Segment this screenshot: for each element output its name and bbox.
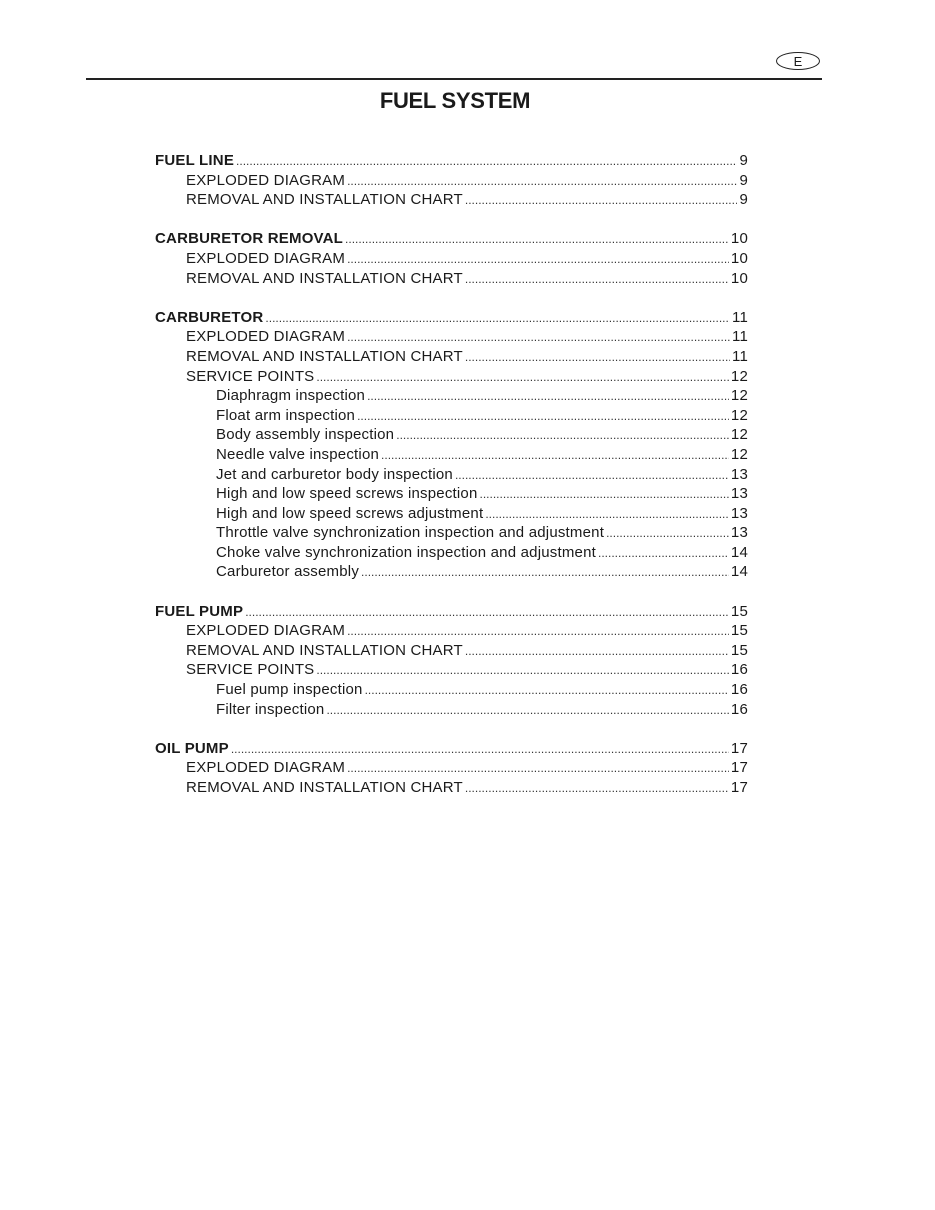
toc-topic[interactable] [155,446,748,466]
dot-leader [265,309,730,326]
toc-entry-label: CARBURETOR REMOVAL [155,230,344,248]
dot-leader [480,485,729,502]
toc-page-number: 15 [730,622,748,640]
toc-page-number: 17 [730,739,748,757]
toc-entry-label: EXPLODED DIAGRAM [186,171,346,189]
toc-page-number: 12 [730,367,748,385]
toc-topic[interactable] [155,701,748,721]
toc-entry-label: EXPLODED DIAGRAM [186,622,346,640]
toc-page-number: 13 [730,485,748,503]
toc-topic[interactable] [155,524,748,544]
toc-section [155,603,748,721]
dot-leader [347,759,729,776]
dot-leader [465,779,729,796]
toc-page-number: 12 [730,426,748,444]
toc-entry-label: EXPLODED DIAGRAM [186,759,346,777]
toc-section [155,309,748,583]
toc-page-number: 10 [730,249,748,267]
toc-entry-label: Filter inspection [216,700,325,718]
toc-subsection[interactable] [155,779,748,799]
toc-page-number: 12 [730,406,748,424]
toc-entry-label: FUEL LINE [155,152,235,169]
toc-topic[interactable] [155,426,748,446]
toc-entry-label: REMOVAL AND INSTALLATION CHART [186,641,463,659]
page-title: FUEL SYSTEM [379,88,531,113]
dot-leader [326,701,728,718]
toc-topic[interactable] [155,466,748,486]
dot-leader [598,544,729,561]
dot-leader [347,250,729,267]
toc-section-heading[interactable] [155,152,748,172]
toc-page-number: 11 [732,347,748,365]
dot-leader [357,407,729,424]
toc-entry-label: Diaphragm inspection [216,387,366,405]
dot-leader [465,191,738,208]
toc-subsection[interactable] [155,250,748,270]
toc-page-number: 13 [730,504,748,522]
dot-leader [365,681,729,698]
toc-page-number: 13 [730,465,748,483]
toc-topic[interactable] [155,681,748,701]
toc-page-number: 9 [739,152,748,169]
dot-leader [465,270,729,287]
toc-page-number: 11 [732,328,748,346]
toc-section [155,740,748,799]
toc-page-number: 14 [730,543,748,561]
toc-subsection[interactable] [155,622,748,642]
dot-leader [347,328,730,345]
toc-entry-label: Throttle valve synchronization inspection and adjustment [216,524,605,542]
toc-page-number: 16 [730,661,748,679]
toc-page-number: 10 [730,269,748,287]
toc-entry-label: SERVICE POINTS [186,367,315,385]
toc-entry-label: Float arm inspection [216,406,356,424]
toc-page-number: 15 [730,641,748,659]
toc-entry-label: Jet and carburetor body inspection [216,465,453,483]
dot-leader [381,446,729,463]
toc-entry-label: OIL PUMP [155,739,229,757]
toc-entry-label: High and low speed screws inspection [216,485,478,503]
toc-subsection[interactable] [155,172,748,192]
toc-topic[interactable] [155,485,748,505]
toc-page-number: 10 [730,230,748,248]
toc-subsection[interactable] [155,368,748,388]
language-badge [776,52,820,70]
toc-entry-label: High and low speed screws adjustment [216,504,484,522]
toc-topic[interactable] [155,387,748,407]
toc-entry-label: Body assembly inspection [216,426,395,444]
dot-leader [396,426,729,443]
dot-leader [465,348,730,365]
toc-entry-label: Fuel pump inspection [216,681,363,699]
dot-leader [347,622,729,639]
toc-page-number: 12 [730,387,748,405]
toc-entry-label: REMOVAL AND INSTALLATION CHART [186,347,463,365]
language-badge-label: E [793,53,803,69]
toc-page-number: 14 [730,563,748,581]
table-of-contents [155,152,748,818]
toc-subsection[interactable] [155,661,748,681]
toc-page-number: 9 [739,191,748,209]
toc-subsection[interactable] [155,328,748,348]
toc-entry-label: EXPLODED DIAGRAM [186,249,346,267]
toc-page-number: 16 [730,700,748,718]
toc-section-heading[interactable] [155,603,748,623]
toc-entry-label: REMOVAL AND INSTALLATION CHART [186,191,463,209]
dot-leader [231,740,729,757]
toc-topic[interactable] [155,544,748,564]
dot-leader [316,368,729,385]
toc-entry-label: SERVICE POINTS [186,661,315,679]
toc-topic[interactable] [155,505,748,525]
toc-page-number: 17 [730,759,748,777]
dot-leader [236,152,737,169]
toc-page-number: 15 [730,602,748,620]
dot-leader [455,466,729,483]
toc-subsection[interactable] [155,759,748,779]
toc-entry-label: REMOVAL AND INSTALLATION CHART [186,779,463,796]
toc-section [155,230,748,289]
dot-leader [347,172,737,189]
toc-section-heading[interactable] [155,309,748,329]
dot-leader [245,603,729,620]
toc-subsection[interactable] [155,191,748,211]
toc-topic[interactable] [155,407,748,427]
toc-entry-label: CARBURETOR [155,308,264,326]
toc-subsection[interactable] [155,270,748,290]
toc-page-number: 16 [730,681,748,699]
toc-entry-label: Choke valve synchronization inspection and adjustment [216,543,596,561]
toc-entry-label: REMOVAL AND INSTALLATION CHART [186,269,463,287]
toc-page-number: 17 [730,779,748,796]
dot-leader [361,563,729,580]
toc-section-heading[interactable] [155,230,748,250]
toc-entry-label: EXPLODED DIAGRAM [186,328,346,346]
dot-leader [345,230,729,247]
toc-page-number: 13 [730,524,748,542]
dot-leader [316,661,729,678]
dot-leader [485,505,729,522]
toc-page-number: 12 [730,445,748,463]
dot-leader [465,642,729,659]
toc-section [155,152,748,211]
toc-entry-label: Carburetor assembly [216,563,360,581]
toc-page-number: 11 [732,308,748,326]
toc-subsection[interactable] [155,642,748,662]
toc-topic[interactable] [155,563,748,583]
toc-section-heading[interactable] [155,740,748,760]
dot-leader [367,387,729,404]
header-rule [86,78,822,80]
toc-entry-label: FUEL PUMP [155,602,244,620]
toc-page-number: 9 [739,171,748,189]
toc-entry-label: Needle valve inspection [216,445,380,463]
toc-subsection[interactable] [155,348,748,368]
dot-leader [606,524,729,541]
